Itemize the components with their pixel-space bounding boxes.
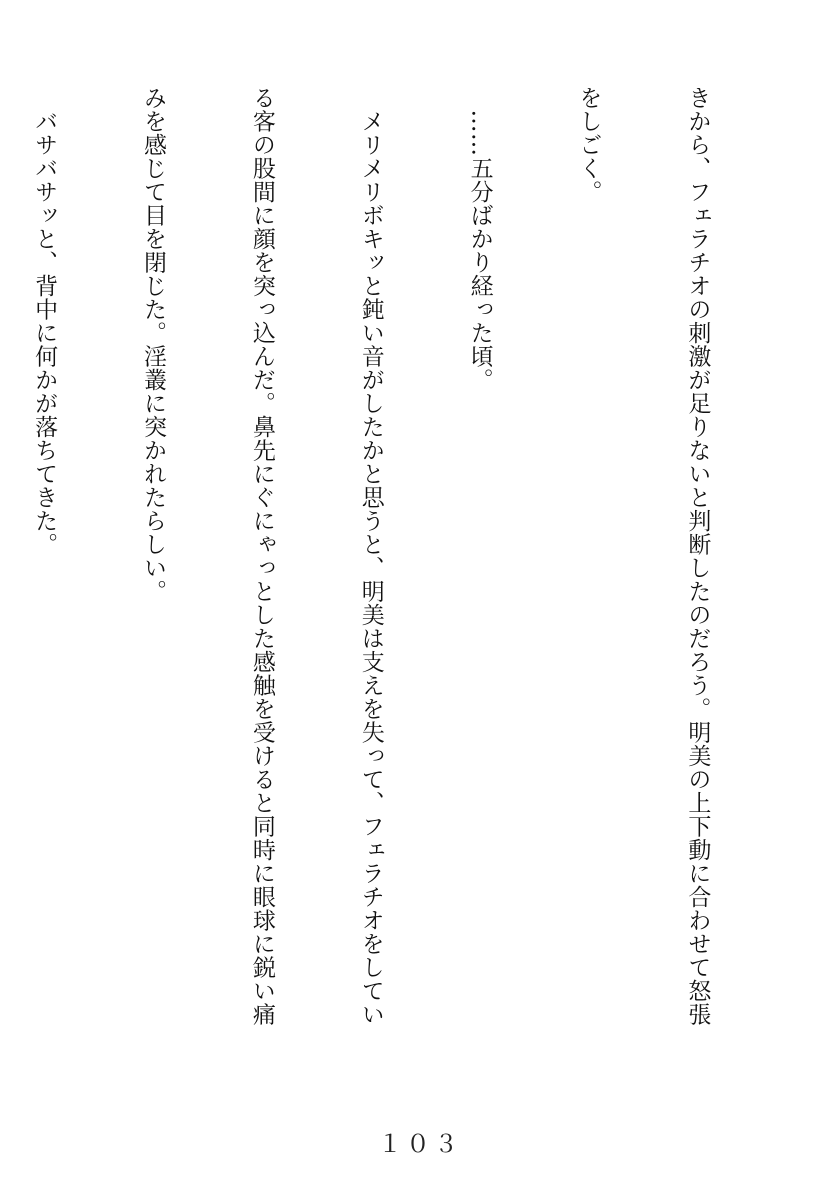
text-line-4: メリメリボキッと鈍い音がしたかと思うと、明美は支えを失って、フェラチオをしてい (357, 86, 384, 1026)
text-line-3: ……五分ばかり経った頃。 (466, 86, 493, 392)
text-line-1: きから、フェラチオの刺激が足りないと判断したのだろう。明美の上下動に合わせて怒張 (684, 86, 711, 1026)
vertical-text-body (31, 86, 788, 1026)
text-line-2: をしごく。 (575, 86, 602, 204)
text-line-6: みを感じて目を閉じた。淫叢に突かれたらしい。 (139, 86, 166, 603)
text-line-5: る客の股間に顔を突っ込んだ。鼻先にぐにゃっとした感触を受けると同時に眼球に鋭い痛 (248, 86, 275, 1026)
text-line-7: バサバサッと、背中に何かが落ちてきた。 (31, 86, 58, 556)
page-number: １０３ (378, 1130, 462, 1158)
